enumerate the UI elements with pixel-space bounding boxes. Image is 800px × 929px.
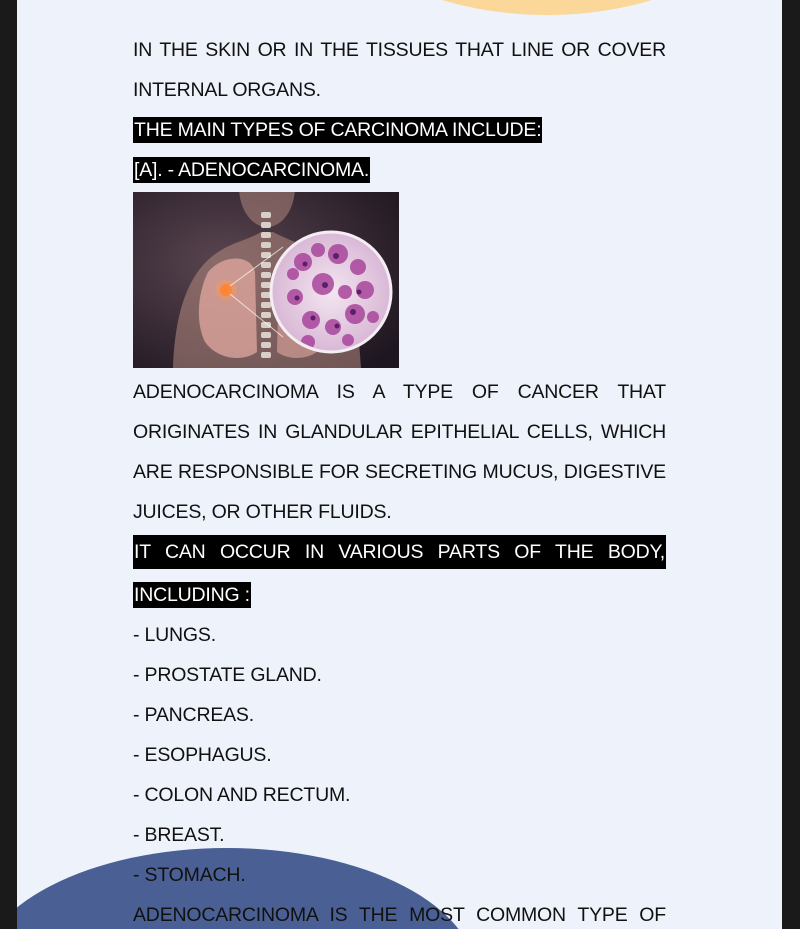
types-heading: THE MAIN TYPES OF CARCINOMA INCLUDE: bbox=[134, 119, 542, 141]
occurrence-text-1: IT CAN OCCUR IN VARIOUS PARTS OF THE BODY, bbox=[133, 535, 666, 569]
list-item: - COLON AND RECTUM. bbox=[133, 784, 351, 806]
list-item: - PROSTATE GLAND. bbox=[133, 664, 322, 686]
document-content bbox=[133, 30, 666, 929]
description-line-1: ADENOCARCINOMA IS A TYPE OF CANCER THAT bbox=[133, 381, 666, 403]
list-item: - ESOPHAGUS. bbox=[133, 744, 272, 766]
occurrence-line-2 bbox=[133, 575, 666, 615]
subtype-label: [A]. - ADENOCARCINOMA. bbox=[134, 159, 370, 181]
description-line-2: ORIGINATES IN GLANDULAR EPITHELIAL CELLS, WHICH bbox=[133, 421, 666, 443]
occurrence-text-2: INCLUDING : bbox=[134, 584, 250, 606]
lung-adenocarcinoma-illustration bbox=[133, 192, 399, 368]
list-item: - PANCREAS. bbox=[133, 704, 254, 726]
list-item: - STOMACH. bbox=[133, 864, 246, 886]
description-line-3: ARE RESPONSIBLE FOR SECRETING MUCUS, DIGESTIVE bbox=[133, 461, 666, 483]
lung-adenocarcinoma-icon bbox=[133, 192, 399, 368]
decorative-top-blob bbox=[337, 0, 757, 15]
list-item: - BREAST. bbox=[133, 824, 225, 846]
intro-line-2: INTERNAL ORGANS. bbox=[133, 79, 321, 101]
list-item: - LUNGS. bbox=[133, 624, 216, 646]
occurrence-line-1 bbox=[133, 535, 666, 575]
closing-line: ADENOCARCINOMA IS THE MOST COMMON TYPE OF bbox=[133, 904, 666, 926]
description-line-4: JUICES, OR OTHER FLUIDS. bbox=[133, 501, 392, 523]
intro-line-1: IN THE SKIN OR IN THE TISSUES THAT LINE OR COVER bbox=[133, 39, 666, 61]
document-page bbox=[17, 0, 782, 929]
subtype-line bbox=[133, 150, 666, 190]
types-heading-line bbox=[133, 110, 666, 150]
